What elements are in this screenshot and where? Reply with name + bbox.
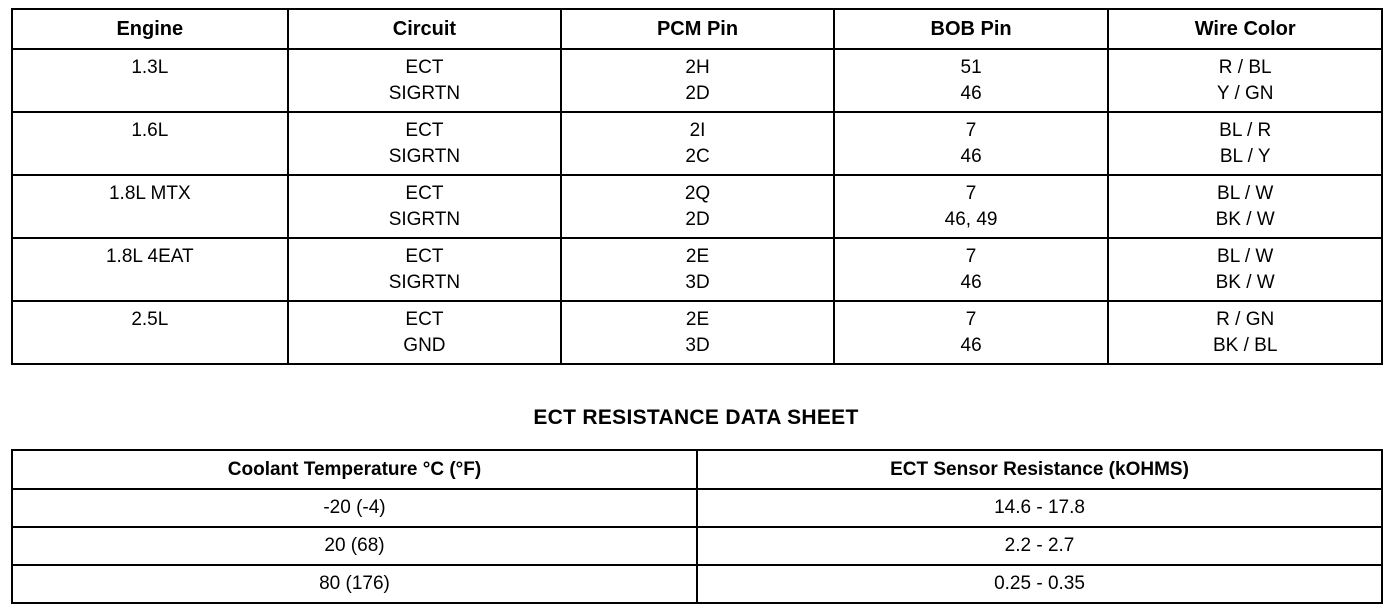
wire-color-cell-line: BL / W [1217, 246, 1274, 267]
circuit-cell-line: ECT [405, 120, 444, 141]
circuit-cell [288, 175, 562, 238]
table-row [12, 112, 1382, 175]
header-circuit: Circuit [288, 9, 562, 49]
wire-color-cell [1108, 238, 1382, 301]
pcm-pin-cell-line: 2E [685, 246, 710, 267]
pcm-pin-cell [561, 112, 834, 175]
engine-cell: 2.5L [12, 301, 288, 364]
circuit-cell-line: SIGRTN [388, 209, 461, 230]
pcm-pin-cell-line: 2C [685, 146, 710, 167]
circuit-cell [288, 301, 562, 364]
bob-pin-cell [834, 238, 1109, 301]
pcm-pin-cell [561, 238, 834, 301]
pcm-pin-cell-line: 2Q [684, 183, 711, 204]
bob-pin-cell [834, 301, 1109, 364]
wire-color-cell-line: BL / Y [1219, 146, 1271, 167]
table-row [12, 175, 1382, 238]
wire-color-cell [1108, 112, 1382, 175]
bob-pin-cell [834, 49, 1109, 112]
circuit-cell-line: ECT [405, 183, 444, 204]
circuit-cell [288, 112, 562, 175]
wire-color-cell-line: Y / GN [1216, 83, 1274, 104]
wire-color-cell [1108, 175, 1382, 238]
circuit-cell-line: SIGRTN [388, 146, 461, 167]
circuit-cell-line: ECT [405, 309, 444, 330]
wire-color-cell-line: R / BL [1218, 57, 1272, 78]
table-row [12, 238, 1382, 301]
pcm-pin-cell-line: 2I [689, 120, 706, 141]
header-engine: Engine [12, 9, 288, 49]
bob-pin-cell-line: 7 [965, 183, 977, 204]
resistance-sheet-title: ECT RESISTANCE DATA SHEET [533, 406, 859, 429]
pcm-pin-cell [561, 49, 834, 112]
engine-cell: 1.3L [12, 49, 288, 112]
bob-pin-cell-line: 46, 49 [944, 209, 998, 230]
bob-pin-cell-line: 7 [965, 309, 977, 330]
resistance-header-row [12, 450, 1382, 489]
circuit-cell-line: ECT [405, 57, 444, 78]
circuit-cell-line: SIGRTN [388, 272, 461, 293]
wire-color-cell-line: BL / R [1219, 120, 1272, 141]
resistance-cell: 0.25 - 0.35 [697, 565, 1382, 603]
header-sensor-resistance: ECT Sensor Resistance (kOHMS) [697, 450, 1382, 489]
resistance-cell: 2.2 - 2.7 [697, 527, 1382, 565]
circuit-cell [288, 238, 562, 301]
pcm-pin-cell [561, 175, 834, 238]
wire-color-cell-line: BK / W [1215, 272, 1275, 293]
header-pcm-pin: PCM Pin [561, 9, 834, 49]
temperature-cell: 20 (68) [12, 527, 697, 565]
pcm-pin-cell-line: 2D [685, 209, 710, 230]
table-row [12, 49, 1382, 112]
bob-pin-cell [834, 112, 1109, 175]
wire-color-cell-line: BK / BL [1212, 335, 1278, 356]
circuit-cell-line: ECT [405, 246, 444, 267]
wire-color-cell [1108, 301, 1382, 364]
wire-color-cell [1108, 49, 1382, 112]
header-coolant-temperature: Coolant Temperature °C (°F) [12, 450, 697, 489]
pin-table-header-row [12, 9, 1382, 49]
resistance-cell: 14.6 - 17.8 [697, 489, 1382, 527]
resistance-table [11, 449, 1383, 604]
pin-table [11, 8, 1383, 365]
wire-color-cell-line: R / GN [1216, 309, 1275, 330]
bob-pin-cell-line: 7 [965, 120, 977, 141]
bob-pin-cell-line: 51 [960, 57, 982, 78]
circuit-cell [288, 49, 562, 112]
pcm-pin-cell-line: 2E [685, 309, 710, 330]
bob-pin-cell-line: 46 [960, 335, 982, 356]
bob-pin-cell-line: 7 [965, 246, 977, 267]
circuit-cell-line: SIGRTN [388, 83, 461, 104]
engine-cell: 1.6L [12, 112, 288, 175]
pcm-pin-cell-line: 2H [685, 57, 710, 78]
wire-color-cell-line: BK / W [1215, 209, 1275, 230]
bob-pin-cell-line: 46 [960, 272, 982, 293]
header-wire-color: Wire Color [1108, 9, 1382, 49]
table-row [12, 489, 1382, 527]
circuit-cell-line: GND [403, 335, 446, 356]
wire-color-cell-line: BL / W [1217, 183, 1274, 204]
header-bob-pin: BOB Pin [834, 9, 1109, 49]
pcm-pin-cell [561, 301, 834, 364]
pcm-pin-cell-line: 2D [685, 83, 710, 104]
table-row [12, 301, 1382, 364]
table-row [12, 527, 1382, 565]
bob-pin-cell-line: 46 [960, 83, 982, 104]
pcm-pin-cell-line: 3D [685, 272, 710, 293]
bob-pin-cell-line: 46 [960, 146, 982, 167]
engine-cell: 1.8L MTX [12, 175, 288, 238]
table-row [12, 565, 1382, 603]
temperature-cell: -20 (-4) [12, 489, 697, 527]
temperature-cell: 80 (176) [12, 565, 697, 603]
engine-cell: 1.8L 4EAT [12, 238, 288, 301]
pcm-pin-cell-line: 3D [685, 335, 710, 356]
bob-pin-cell [834, 175, 1109, 238]
